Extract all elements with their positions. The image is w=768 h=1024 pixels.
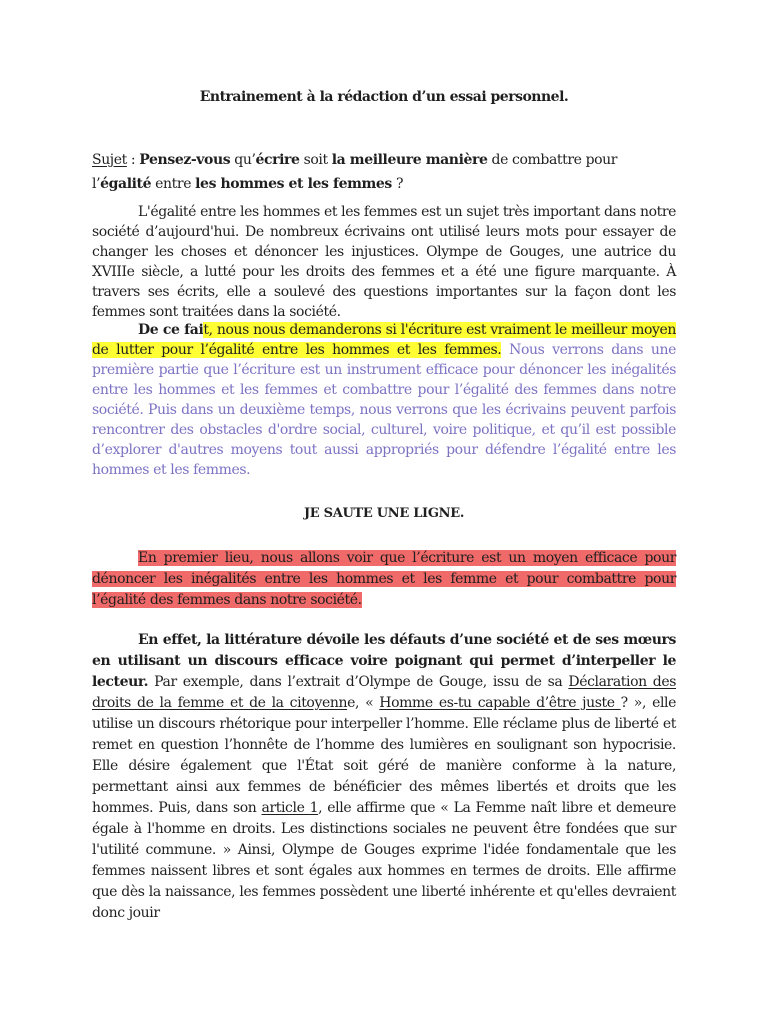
subject-label: Sujet (92, 152, 127, 168)
work-title-declaration: Déclaration des droits de la femme et de la citoyenn (92, 674, 677, 711)
argument-thesis: En effet, la littérature dévoile les défauts d’une société et de ses mœurs en utilisant un discours efficace voire poignant qui permet d’interpeller le lecteur. (92, 632, 676, 690)
document-title: Entrainement à la rédaction d’un essai personnel. (199, 89, 569, 105)
problematic-highlight-start: t (203, 322, 209, 338)
subject-part-f: de combattre pour l’ (92, 152, 618, 192)
argument-text-3: ? », elle utilise un discours rhétorique pour interpeller l’homme. Elle réclame plus de liberté et remet en question l’honnête de l’homme des lumières en soulignant son hypocrisie. Elle désire également que l'État soit géré de manière conforme à la nature, permettant ainsi aux femmes de bénéficier des mêmes libertés et droits que les hommes. Puis, dans son (92, 695, 676, 816)
skip-line-note: JE SAUTE UNE LIGNE. (303, 506, 465, 521)
subject-part-b: qu’ (230, 152, 256, 168)
subject-part-i: les hommes et les femmes (195, 176, 392, 192)
problematic-paragraph (92, 320, 676, 480)
argument-paragraph (92, 630, 676, 924)
part-one-highlight: En premier lieu, nous allons voir que l’écriture est un moyen efficace pour dénoncer les inégalités entre les hommes et les femme et pour combattre pour l’égalité des femmes dans notre société. (92, 550, 676, 608)
subject-part-a: Pensez-vous (139, 152, 231, 168)
problematic-bold: De ce fai (138, 322, 204, 338)
subject-part-d: soit (299, 152, 332, 168)
plan-announcement: Nous verrons dans une première partie que l’écriture est un instrument efficace pour dénoncer les inégalités entre les hommes et les femmes et combattre pour l’égalité des femmes dans notre société. Puis dans un deuxième temps, nous verrons que les écrivains peuvent parfois rencontrer des obstacles d'ordre social, culturel, voire politique, et qu’il est possible d’explorer d'autres moyens tout aussi appropriés pour défendre l’égalité entre les hommes et les femmes. (92, 342, 676, 478)
intro-paragraph (92, 202, 676, 322)
subject-part-c: écrire (255, 152, 300, 168)
argument-text-4: , elle affirme que « La Femme naît libre et demeure égale à l'homme en droits. Les distinctions sociales ne peuvent être fondées que sur l'utilité commune. » Ainsi, Olympe de Gouges exprime l'idée fondamentale que les femmes naissent libres et sont égales aux hommes en termes de droits. Elle affirme que dès la naissance, les femmes possèdent une liberté inhérente et qu'elles devraient donc jouir (92, 800, 676, 921)
argument-text-2: e, « (347, 695, 380, 711)
subject-part-e: la meilleure manière (331, 152, 488, 168)
subject-part-j: ? (391, 176, 404, 192)
problematic-highlight: , nous nous demanderons si l'écriture est vraiment le meilleur moyen de lutter pour l’égalité entre les hommes et les femmes. (92, 322, 677, 358)
subject-colon: : (126, 152, 140, 168)
part-one-intro (92, 548, 676, 611)
argument-text-1: Par exemple, dans l’extrait d’Olympe de Gouge, issu de sa (148, 674, 569, 690)
subject-part-g: égalité (100, 176, 152, 192)
article-1-reference: article 1 (261, 800, 319, 816)
essay-subject (92, 148, 676, 196)
quote-homme-juste: Homme es-tu capable d’être juste (379, 695, 621, 711)
subject-part-h: entre (151, 176, 196, 192)
intro-text: L'égalité entre les hommes et les femmes est un sujet très important dans notre société d’aujourd'hui. De nombreux écrivains ont utilisé leurs mots pour essayer de changer les choses et dénoncer les injustices. Olympe de Gouges, une autrice du XVIIIe siècle, a lutté pour les droits des femmes et a été une figure marquante. À travers ses écrits, elle a soulevé des questions importantes sur la façon dont les femmes sont traitées dans la société. (92, 204, 676, 320)
